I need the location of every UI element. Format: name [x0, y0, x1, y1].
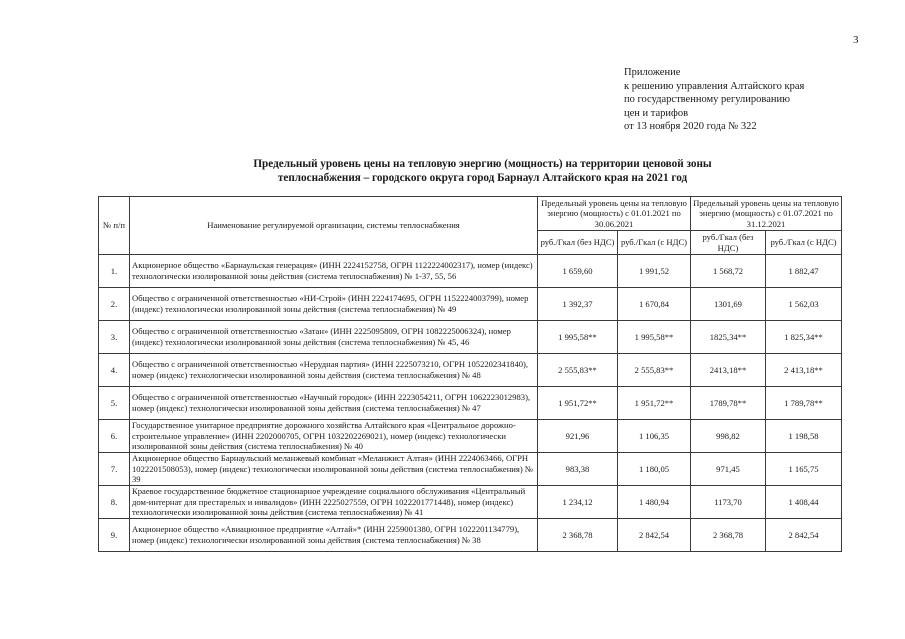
price-p1-no-vat: 983,38: [538, 453, 618, 486]
price-p1-no-vat: 1 392,37: [538, 288, 618, 321]
row-number: 2.: [99, 288, 130, 321]
tariff-table: [98, 196, 842, 552]
price-p2-vat: 1 165,75: [766, 453, 842, 486]
appendix-line: к решению управления Алтайского края: [624, 80, 805, 92]
price-p1-vat: 1 480,94: [618, 486, 691, 519]
header-period-2: Предельный уровень цены на тепловую энергию (мощность) с 01.07.2021 по 31.12.2021: [691, 197, 842, 231]
row-number: 4.: [99, 354, 130, 387]
price-p2-no-vat: 998,82: [691, 420, 766, 453]
price-p2-no-vat: 1301,69: [691, 288, 766, 321]
price-p1-vat: 1 670,84: [618, 288, 691, 321]
price-p1-no-vat: 1 951,72**: [538, 387, 618, 420]
organization-name: Акционерное общество «Барнаульская генерация» (ИНН 2224152758, ОГРН 1122224002317), номер (индекс) технологически изолированной зоны действия (система теплоснабжения) № 1-37, 55, 56: [130, 255, 538, 288]
price-p1-vat: 1 991,52: [618, 255, 691, 288]
organization-name: Краевое государственное бюджетное стационарное учреждение социального обслуживания «Центральный дом-интернат для престарелых и инвалидов» (ИНН 2225027559, ОГРН 1022201771448), номер (индекс) технологически изолированной зоны действия (система теплоснабжения) № 41: [130, 486, 538, 519]
appendix-line: цен и тарифов: [624, 107, 689, 119]
price-p2-vat: 1 882,47: [766, 255, 842, 288]
document-title-line-2: теплоснабжения – городского округа город Барнаул Алтайского края на 2021 год: [277, 172, 688, 184]
organization-name: Общество с ограниченной ответственностью «НИ-Строй» (ИНН 2224174695, ОГРН 1152224003799), номер (индекс) технологически изолированной зоны действия (система теплоснабжения) № 49: [130, 288, 538, 321]
header-organization: Наименование регулируемой организации, системы теплоснабжения: [130, 197, 538, 255]
price-p2-vat: 1 562,03: [766, 288, 842, 321]
tariff-table-body: [99, 255, 842, 552]
header-p1-no-vat: руб./Гкал (без НДС): [538, 231, 618, 255]
header-period-1: Предельный уровень цены на тепловую энергию (мощность) с 01.01.2021 по 30.06.2021: [538, 197, 691, 231]
table-row: [99, 288, 842, 321]
row-number: 3.: [99, 321, 130, 354]
table-row: [99, 321, 842, 354]
price-p2-no-vat: 971,45: [691, 453, 766, 486]
page-number: 3: [853, 34, 859, 46]
appendix-line: по государственному регулированию: [624, 94, 790, 106]
price-p2-vat: 1 789,78**: [766, 387, 842, 420]
price-p1-no-vat: 921,96: [538, 420, 618, 453]
table-row: [99, 453, 842, 486]
row-number: 5.: [99, 387, 130, 420]
row-number: 1.: [99, 255, 130, 288]
header-number: № п/п: [99, 197, 130, 255]
price-p2-no-vat: 1825,34**: [691, 321, 766, 354]
price-p2-no-vat: 1789,78**: [691, 387, 766, 420]
price-p1-vat: 1 995,58**: [618, 321, 691, 354]
appendix-block: [624, 66, 804, 134]
organization-name: Общество с ограниченной ответственностью «Затан» (ИНН 2225095809, ОГРН 1082225006324), номер (индекс) технологически изолированной зоны действия (система теплоснабжения) № 45, 46: [130, 321, 538, 354]
table-row: [99, 255, 842, 288]
organization-name: Акционерное общество Барнаульский меланжевый комбинат «Меланжист Алтая» (ИНН 2224063466, ОГРН 1022201508053), номер (индекс) технологически изолированной зоны действия (система теплоснабжения) № 39: [130, 453, 538, 486]
table-row: [99, 387, 842, 420]
appendix-line: от 13 ноября 2020 года № 322: [624, 121, 757, 133]
header-p2-vat: руб./Гкал (с НДС): [766, 231, 842, 255]
price-p1-no-vat: 1 659,60: [538, 255, 618, 288]
appendix-line: Приложение: [624, 67, 681, 78]
organization-name: Государственное унитарное предприятие дорожного хозяйства Алтайского края «Центральное дорожно-строительное управление» (ИНН 2202000705, ОГРН 1032202269021), номер (индекс) технологически изолированной зоны действия (система теплоснабжения) № 40: [130, 420, 538, 453]
document-title: [150, 157, 815, 185]
price-p1-vat: 2 555,83**: [618, 354, 691, 387]
price-p1-no-vat: 2 555,83**: [538, 354, 618, 387]
table-row: [99, 486, 842, 519]
organization-name: Общество с ограниченной ответственностью «Нерудная партия» (ИНН 2225073210, ОГРН 1052202341840), номер (индекс) технологически изолированной зоны действия (система теплоснабжения) № 48: [130, 354, 538, 387]
price-p2-no-vat: 2 368,78: [691, 519, 766, 552]
row-number: 7.: [99, 453, 130, 486]
price-p1-no-vat: 1 995,58**: [538, 321, 618, 354]
row-number: 8.: [99, 486, 130, 519]
price-p1-no-vat: 1 234,12: [538, 486, 618, 519]
table-row: [99, 420, 842, 453]
row-number: 9.: [99, 519, 130, 552]
price-p1-vat: 1 951,72**: [618, 387, 691, 420]
header-p1-vat: руб./Гкал (с НДС): [618, 231, 691, 255]
price-p2-no-vat: 1173,70: [691, 486, 766, 519]
price-p2-vat: 1 825,34**: [766, 321, 842, 354]
price-p2-vat: 1 408,44: [766, 486, 842, 519]
header-p2-no-vat: руб./Гкал (без НДС): [691, 231, 766, 255]
table-row: [99, 354, 842, 387]
table-row: [99, 519, 842, 552]
price-p2-no-vat: 2413,18**: [691, 354, 766, 387]
organization-name: Общество с ограниченной ответственностью «Научный городок» (ИНН 2223054211, ОГРН 1062223012983), номер (индекс) технологически изолированной зоны действия (система теплоснабжения) № 47: [130, 387, 538, 420]
price-p1-no-vat: 2 368,78: [538, 519, 618, 552]
row-number: 6.: [99, 420, 130, 453]
price-p2-vat: 2 413,18**: [766, 354, 842, 387]
price-p2-vat: 2 842,54: [766, 519, 842, 552]
price-p2-no-vat: 1 568,72: [691, 255, 766, 288]
price-p1-vat: 1 106,35: [618, 420, 691, 453]
price-p2-vat: 1 198,58: [766, 420, 842, 453]
price-p1-vat: 2 842,54: [618, 519, 691, 552]
price-p1-vat: 1 180,05: [618, 453, 691, 486]
document-title-line-1: Предельный уровень цены на тепловую энергию (мощность) на территории ценовой зоны: [253, 158, 712, 170]
organization-name: Акционерное общество «Авиационное предприятие «Алтай»* (ИНН 2259001380, ОГРН 1022201134779), номер (индекс) технологически изолированной зоны действия (система теплоснабжения) № 38: [130, 519, 538, 552]
